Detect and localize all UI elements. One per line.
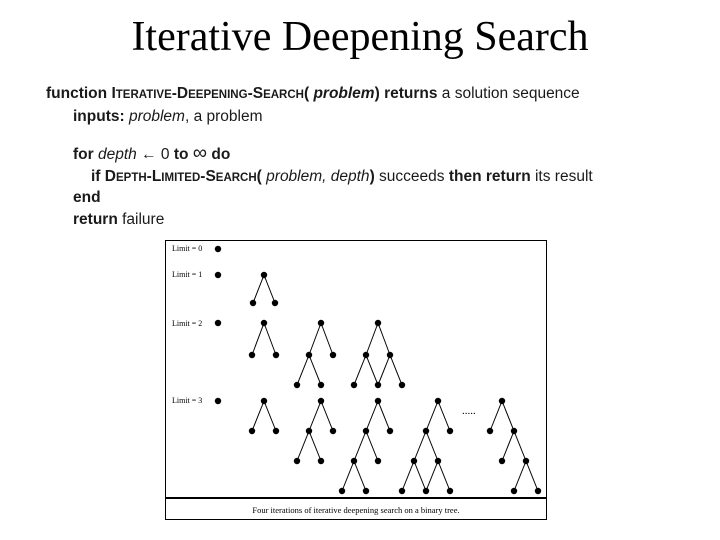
tree-node: [330, 428, 336, 434]
dls-name-part: D: [104, 168, 116, 185]
tree-edge: [402, 461, 414, 491]
fn-name-part: -D: [171, 85, 189, 102]
tree-edge: [414, 431, 426, 461]
tree-node: [399, 488, 405, 494]
keyword-end: end: [73, 189, 101, 206]
keyword-do: do: [211, 146, 231, 163]
tree-edge: [366, 431, 378, 461]
tree-node: [351, 382, 357, 388]
keyword-to: to: [173, 146, 189, 163]
tree-node: [375, 398, 381, 404]
tree-node: [375, 458, 381, 464]
tree-node: [318, 458, 324, 464]
tree-edge: [264, 323, 276, 355]
search-trees: [166, 241, 546, 497]
tree-edge: [378, 355, 390, 385]
assign-arrow: ←: [141, 146, 157, 163]
tree-node: [399, 382, 405, 388]
tree-edge: [309, 401, 321, 431]
tree-node: [318, 382, 324, 388]
tree-node: [423, 488, 429, 494]
page-title: Iterative Deepening Search: [131, 14, 589, 60]
close-paren: ): [374, 85, 380, 102]
tree-edge: [526, 461, 538, 491]
pseudocode-line-6: [73, 210, 164, 230]
tree-edge: [426, 401, 438, 431]
fn-name-part: I: [111, 85, 116, 102]
tree-node: [261, 398, 267, 404]
tree-node: [318, 398, 324, 404]
keyword-return-failure: return: [73, 211, 118, 228]
fn-name-part: -S: [247, 85, 264, 102]
fn-name-part: TERATIVE: [115, 89, 172, 101]
tree-edge: [438, 401, 450, 431]
tree-node: [272, 300, 278, 306]
tree-node: [306, 352, 312, 358]
tree-edge: [502, 431, 514, 461]
limit-3-label: Limit = 3: [172, 396, 203, 405]
ellipsis: .....: [462, 405, 476, 417]
tree-node: [215, 246, 221, 252]
tree-edge: [264, 401, 276, 431]
tree-edge: [390, 355, 402, 385]
tree-edge: [354, 431, 366, 461]
tree-node: [411, 458, 417, 464]
tree-node: [387, 428, 393, 434]
tree-node: [423, 428, 429, 434]
pseudocode-line-5: [73, 188, 101, 208]
range-start: 0: [160, 146, 170, 163]
tree-node: [487, 428, 493, 434]
tree-node: [261, 272, 267, 278]
tree-node: [435, 398, 441, 404]
tree-edge: [309, 355, 321, 385]
tree-edge: [297, 355, 309, 385]
tree-edge: [264, 275, 275, 303]
tree-node: [375, 382, 381, 388]
ids-figure: [165, 240, 547, 520]
function-name: [111, 85, 304, 102]
tree-node: [535, 488, 541, 494]
tree-edge: [252, 401, 264, 431]
pseudocode-line-4: [91, 167, 593, 188]
tree-node: [306, 428, 312, 434]
infinity-symbol: ∞: [192, 142, 208, 164]
keyword-returns: returns: [384, 85, 438, 102]
tree-node: [215, 320, 221, 326]
dls-close-paren: ): [369, 168, 375, 185]
dls-name-part: -L: [146, 168, 162, 185]
pseudocode-line-2: [73, 107, 263, 127]
tree-node: [435, 458, 441, 464]
tree-node: [447, 488, 453, 494]
dls-name-part: EARCH: [215, 172, 257, 184]
tree-edge: [366, 401, 378, 431]
limit-0-label: Limit = 0: [172, 244, 203, 253]
tree-node: [523, 458, 529, 464]
tree-node: [249, 428, 255, 434]
succeeds-text: succeeds: [379, 168, 445, 185]
dls-name-part: IMITED: [161, 172, 201, 184]
limit-1-label: Limit = 1: [172, 270, 203, 279]
pseudocode: [0, 0, 720, 240]
dls-name-part: -S: [200, 168, 216, 185]
tree-node: [250, 300, 256, 306]
failure-text: failure: [122, 211, 165, 228]
dls-args: problem, depth: [266, 168, 370, 185]
tree-node: [447, 428, 453, 434]
tree-edge: [297, 431, 309, 461]
tree-node: [363, 428, 369, 434]
input-desc: , a problem: [184, 108, 263, 125]
fn-name-part: EARCH: [263, 89, 304, 101]
keyword-then: then: [448, 168, 482, 185]
tree-edge: [253, 275, 264, 303]
pseudocode-line-1: [46, 84, 580, 105]
limit-2-label: Limit = 2: [172, 319, 203, 328]
tree-node: [273, 352, 279, 358]
tree-node: [294, 458, 300, 464]
tree-node: [499, 398, 505, 404]
tree-edge: [252, 323, 264, 355]
tree-edge: [354, 461, 366, 491]
tree-edge: [321, 323, 333, 355]
param-problem: problem: [313, 85, 375, 102]
caption-divider: [166, 497, 546, 499]
var-depth: depth: [97, 146, 137, 163]
pseudocode-line-3: [73, 143, 230, 165]
tree-node: [387, 352, 393, 358]
tree-node: [318, 320, 324, 326]
tree-node: [351, 458, 357, 464]
tree-node: [215, 398, 221, 404]
keyword-return: return: [485, 168, 531, 185]
tree-node: [261, 320, 267, 326]
tree-node: [511, 488, 517, 494]
tree-edge: [321, 401, 333, 431]
tree-edge: [342, 461, 354, 491]
tree-edge: [414, 461, 426, 491]
tree-edge: [514, 461, 526, 491]
tree-edge: [490, 401, 502, 431]
tree-edge: [426, 431, 438, 461]
tree-node: [363, 352, 369, 358]
dls-name: [105, 168, 257, 185]
tree-edge: [354, 355, 366, 385]
keyword-if: if: [91, 168, 101, 185]
dls-open-paren: (: [256, 168, 262, 185]
tree-node: [273, 428, 279, 434]
tree-node: [363, 488, 369, 494]
tree-node: [330, 352, 336, 358]
keyword-inputs: inputs:: [73, 108, 125, 125]
input-name: problem: [128, 108, 185, 125]
tree-node: [294, 382, 300, 388]
open-paren: (: [303, 85, 310, 102]
tree-node: [499, 458, 505, 464]
tree-edge: [502, 401, 514, 431]
tree-edge: [378, 401, 390, 431]
tree-node: [339, 488, 345, 494]
tree-node: [249, 352, 255, 358]
tree-edge: [366, 355, 378, 385]
returns-text: a solution sequence: [441, 85, 580, 102]
tree-edge: [514, 431, 526, 461]
tree-node: [375, 320, 381, 326]
tree-edge: [426, 461, 438, 491]
keyword-function: function: [46, 85, 108, 102]
fn-name-part: EEPENING: [188, 89, 248, 101]
its-result-text: its result: [534, 168, 593, 185]
tree-edge: [366, 323, 378, 355]
tree-node: [511, 428, 517, 434]
dls-name-part: EPTH: [115, 172, 147, 184]
tree-edge: [378, 323, 390, 355]
tree-edge: [309, 431, 321, 461]
tree-node: [215, 272, 221, 278]
tree-edge: [438, 461, 450, 491]
keyword-for: for: [73, 146, 94, 163]
tree-edge: [309, 323, 321, 355]
figure-caption: Four iterations of iterative deepening search on a binary tree.: [252, 505, 460, 515]
